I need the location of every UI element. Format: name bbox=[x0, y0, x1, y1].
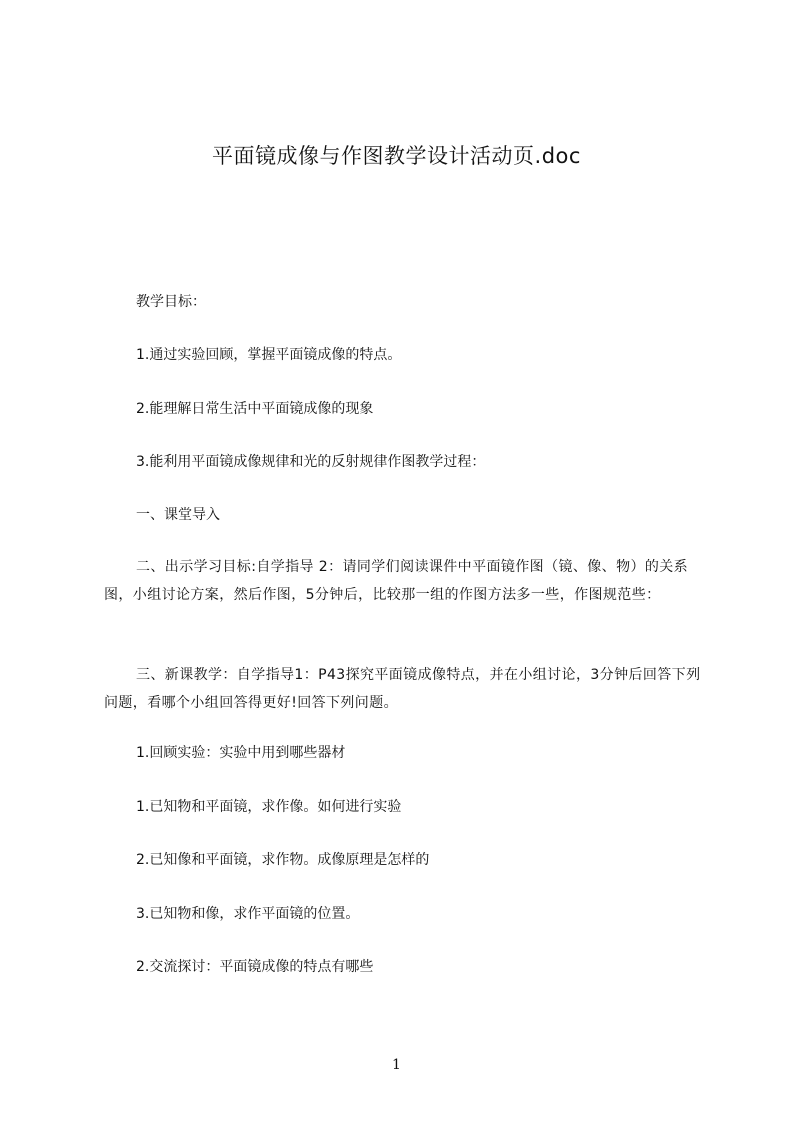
paragraph-review-experiment: 1.回顾实验：实验中用到哪些器材 bbox=[136, 745, 346, 761]
paragraph-goal-2: 2.能理解日常生活中平面镜成像的现象 bbox=[136, 401, 374, 417]
paragraph-task-1: 1.已知物和平面镜，求作像。如何进行实验 bbox=[136, 799, 402, 815]
paragraph-goal-3: 3.能利用平面镜成像规律和光的反射规律作图教学过程： bbox=[136, 454, 486, 470]
page-number: 1 bbox=[392, 1057, 401, 1073]
paragraph-section-intro: 一、课堂导入 bbox=[136, 507, 220, 523]
paragraph-section-two: 二、出示学习目标:自学指导 2：请同学们阅读课件中平面镜作图（镜、像、物）的关系图，小组讨论方案，然后作图，5分钟后，比较那一组的作图方法多一些，作图规范些： bbox=[104, 559, 689, 603]
paragraph-section-three: 三、新课教学：自学指导1：P43探究平面镜成像特点，并在小组讨论，3分钟后回答下列问题，看哪个小组回答得更好!回答下列问题。 bbox=[104, 667, 701, 711]
document-title: 平面镜成像与作图教学设计活动页.doc bbox=[212, 144, 581, 168]
paragraph-discussion: 2.交流探讨：平面镜成像的特点有哪些 bbox=[136, 959, 374, 975]
paragraph-task-3: 3.已知物和像，求作平面镜的位置。 bbox=[136, 906, 360, 922]
paragraph-teaching-goals-heading: 教学目标： bbox=[136, 294, 206, 310]
paragraph-task-2: 2.已知像和平面镜，求作物。成像原理是怎样的 bbox=[136, 852, 430, 868]
paragraph-goal-1: 1.通过实验回顾，掌握平面镜成像的特点。 bbox=[136, 347, 402, 363]
